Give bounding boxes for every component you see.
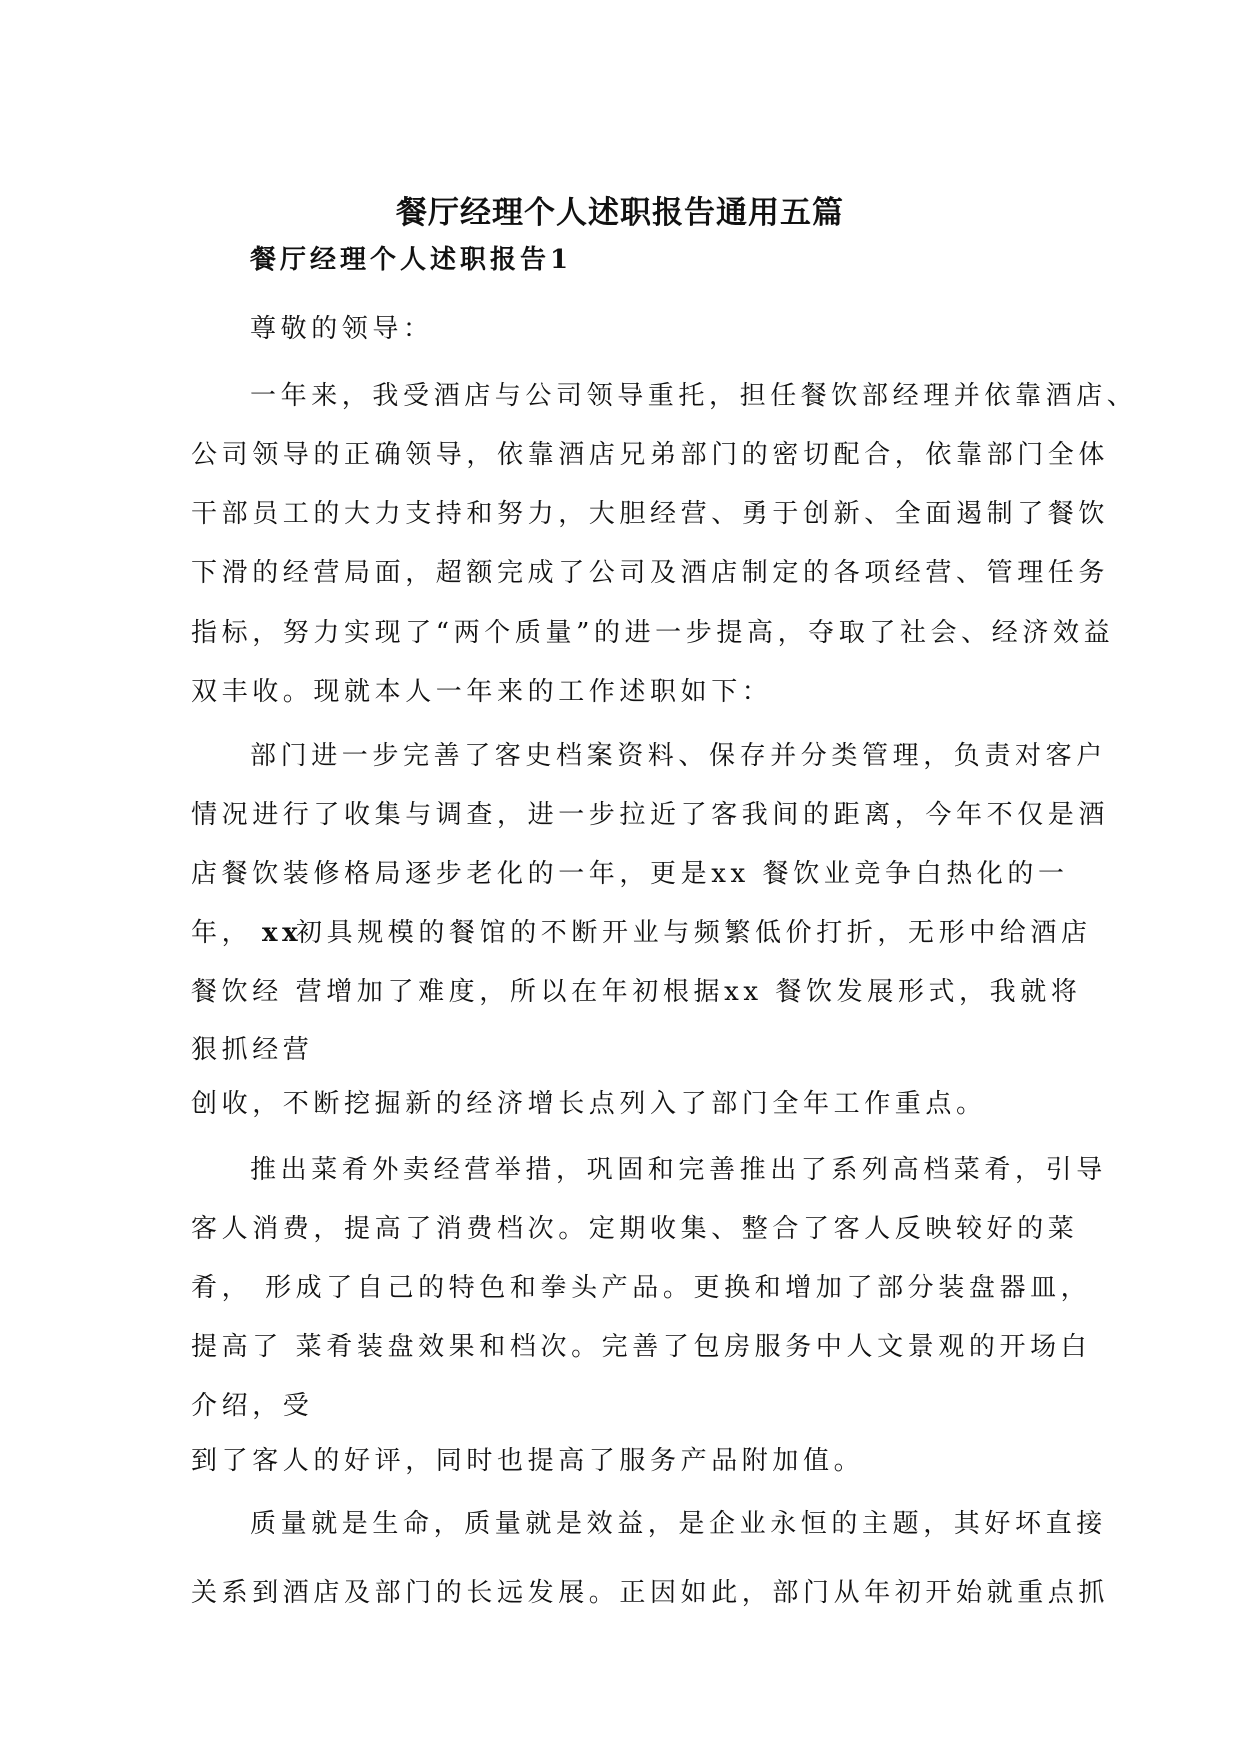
paragraph-line: 到了客人的好评，同时也提高了服务产品附加值。 <box>191 1446 865 1476</box>
paragraph-line: 推出菜肴外卖经营举措，巩固和完善推出了系列高档菜肴，引导 <box>250 1155 1107 1185</box>
paragraph-line: 客人消费，提高了消费档次。定期收集、整合了客人反映较好的菜 <box>191 1214 1079 1244</box>
paragraph-line: 一年来，我受酒店与公司领导重托，担任餐饮部经理并依靠酒店、 <box>250 381 1138 411</box>
paragraph-line: 店餐饮装修格局逐步老化的一年，更是xx 餐饮业竞争白热化的一 <box>191 859 1069 889</box>
paragraph-xx: xx <box>262 918 303 948</box>
paragraph-line: 初具规模的餐馆的不断开业与频繁低价打折，无形中给酒店 <box>296 918 1092 948</box>
paragraph-line: 创收，不断挖掘新的经济增长点列入了部门全年工作重点。 <box>191 1089 987 1119</box>
salutation: 尊敬的领导： <box>250 314 434 344</box>
paragraph-line: 质量就是生命，质量就是效益，是企业永恒的主题，其好坏直接 <box>250 1509 1107 1539</box>
paragraph-line: 公司领导的正确领导，依靠酒店兄弟部门的密切配合，依靠部门全体 <box>191 440 1110 470</box>
paragraph-line: 介绍，受 <box>191 1391 314 1421</box>
paragraph-line: 部门进一步完善了客史档案资料、保存并分类管理，负责对客户 <box>250 741 1107 771</box>
paragraph-line: 下滑的经营局面，超额完成了公司及酒店制定的各项经营、管理任务 <box>191 558 1110 588</box>
section-heading: 餐厅经理个人述职报告1 <box>250 245 573 275</box>
paragraph-line: 干部员工的大力支持和努力，大胆经营、勇于创新、全面遏制了餐饮 <box>191 499 1110 529</box>
paragraph-line: 肴， 形成了自己的特色和拳头产品。更换和增加了部分装盘器皿， <box>191 1273 1092 1303</box>
paragraph-line: 指标，努力实现了“两个质量”的进一步提高，夺取了社会、经济效益 <box>191 618 1115 648</box>
paragraph-line: 情况进行了收集与调查，进一步拉近了客我间的距离，今年不仅是酒 <box>191 800 1110 830</box>
paragraph-line: 年， <box>191 918 253 948</box>
paragraph-line: 提高了 菜肴装盘效果和档次。完善了包房服务中人文景观的开场白 <box>191 1332 1092 1362</box>
paragraph-line: 餐饮经 营增加了难度，所以在年初根据xx 餐饮发展形式，我就将 <box>191 977 1082 1007</box>
paragraph-line: 狠抓经营 <box>191 1035 314 1065</box>
paragraph-line: 关系到酒店及部门的长远发展。正因如此，部门从年初开始就重点抓 <box>191 1578 1110 1608</box>
document-title: 餐厅经理个人述职报告通用五篇 <box>396 195 844 231</box>
paragraph-line: 双丰收。现就本人一年来的工作述职如下： <box>191 677 773 707</box>
